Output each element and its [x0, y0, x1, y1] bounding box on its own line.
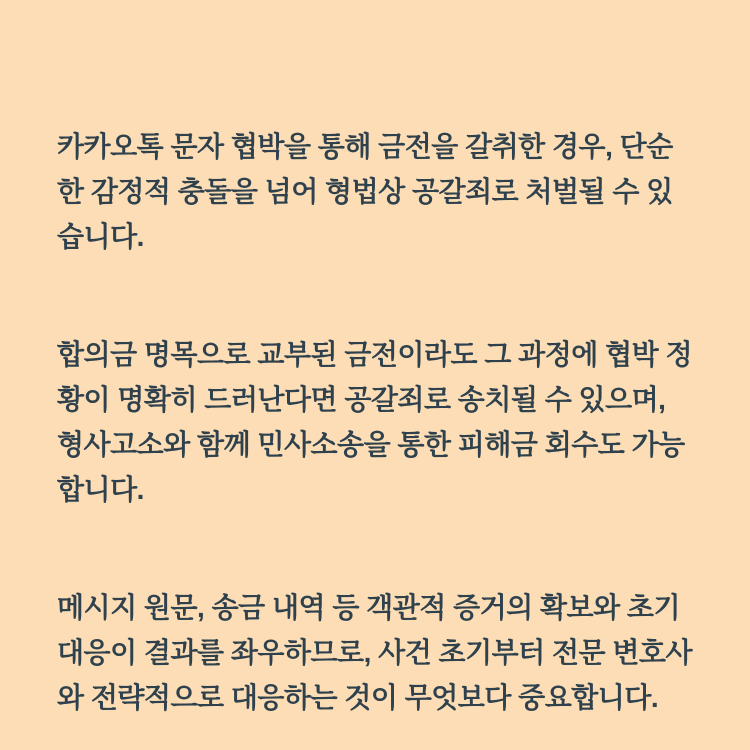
paragraph-settlement-money: 합의금 명목으로 교부된 금전이라도 그 과정에 협박 정황이 명확히 드러난다면 공갈죄로 송치될 수 있으며, 형사고소와 함께 민사소송을 통한 피해금 회수도 가능합니다.: [57, 339, 693, 505]
paragraph-kakaotalk-extortion: 카카오톡 문자 협박을 통해 금전을 갈취한 경우, 단순한 감정적 충돌을 넘어 형법상 공갈죄로 처벌될 수 있습니다.: [57, 131, 673, 252]
paragraph-evidence-response: 메시지 원문, 송금 내역 등 객관적 증거의 확보와 초기 대응이 결과를 좌우하므로, 사건 초기부터 전문 변호사와 전략적으로 대응하는 것이 무엇보다 중요합니다.: [57, 592, 693, 713]
